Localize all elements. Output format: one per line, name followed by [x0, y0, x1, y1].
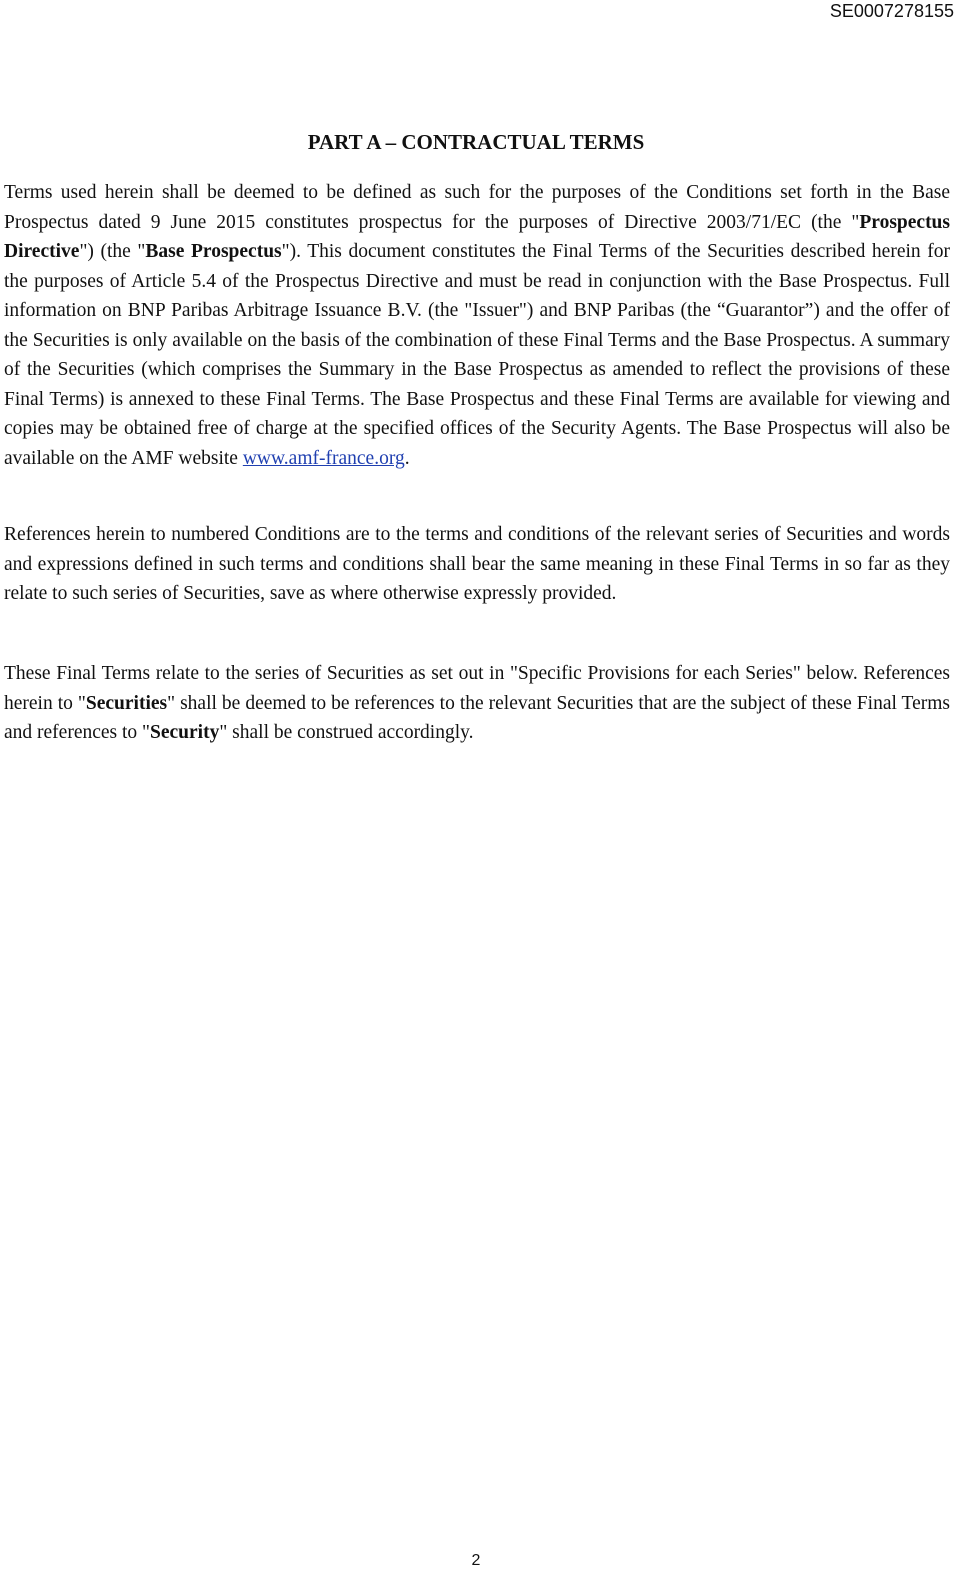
paragraph-series [4, 659, 950, 748]
paragraph-definitions [4, 178, 950, 473]
paragraph-text: "). This document constitutes the Final Terms of the Securities described herein for the purposes of Article 5.4 of the Prospectus Directive and must be read in conjunction with the Base Prospectus. Full information on BNP Paribas Arbitrage Issuance B.V. (the "Issuer") and BNP Paribas (the “Guarantor”) and the offer of the Securities is only available on the basis of the combination of these Final Terms and the Base Prospectus. A summary of the Securities (which comprises the Summary in the Base Prospectus as amended to reflect the provisions of these Final Terms) is annexed to these Final Terms. The Base Prospectus and these Final Terms are available for viewing and copies may be obtained free of charge at the specified offices of the Security Agents. The Base Prospectus will also be available on the AMF website [4, 241, 950, 469]
defined-term: Prospectus Directive [4, 211, 950, 262]
defined-term: Securities [85, 692, 168, 714]
amf-website-link[interactable]: www.amf-france.org [242, 447, 405, 469]
paragraph-text: " shall be deemed to be references to the relevant Securities that are the subject of these Final Terms and references to " [4, 692, 950, 743]
paragraph-text: " shall be construed accordingly. [219, 722, 474, 743]
page-number: 2 [471, 1552, 481, 1569]
defined-term: Security [150, 722, 220, 743]
defined-term: Base Prospectus [145, 241, 282, 262]
paragraph-text: . [404, 447, 410, 469]
paragraph-text: ") (the " [79, 241, 146, 262]
paragraph-text: Terms used herein shall be deemed to be defined as such for the purposes of the Conditions set forth in the Base Prospectus dated 9 June 2015 constitutes prospectus for the purposes of Directive 2003/71/EC (the " [4, 182, 950, 233]
paragraph-conditions: References herein to numbered Conditions are to the terms and conditions of the relevant series of Securities and words and expressions defined in such terms and conditions shall bear the same meaning in these Final Terms in so far as they relate to such series of Securities, save as where otherwise expressly provided. [4, 524, 950, 604]
paragraph-text: These Final Terms relate to the series of Securities as set out in "Specific Provisions for each Series" below. References herein to " [4, 663, 950, 714]
document-id: SE0007278155 [829, 1, 954, 21]
page-title: PART A – CONTRACTUAL TERMS [307, 130, 645, 154]
